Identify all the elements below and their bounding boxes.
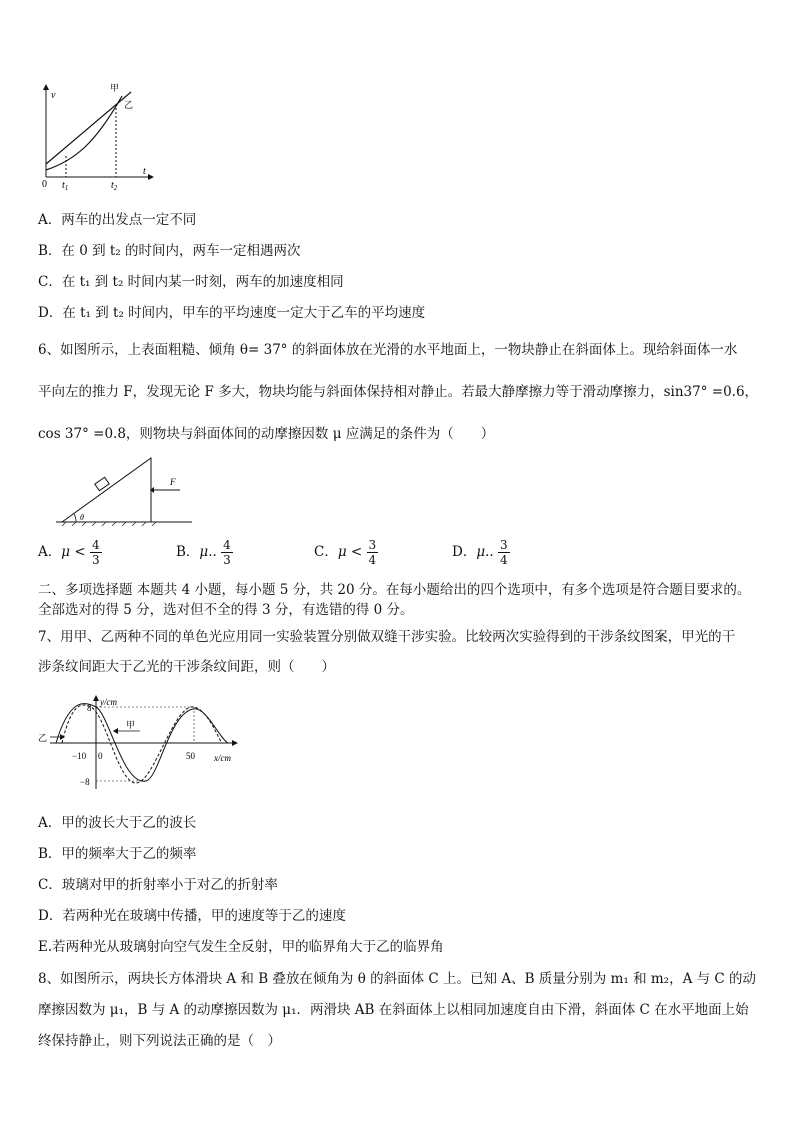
wave-yi xyxy=(62,705,222,783)
x50-label: 50 xyxy=(186,751,195,761)
q5-option-d: D．在 t₁ 到 t₂ 时间内，甲车的平均速度一定大于乙车的平均速度 xyxy=(38,305,426,321)
incline-wedge xyxy=(62,458,151,522)
ym8-label: −8 xyxy=(80,777,90,787)
q7-option-a: A．甲的波长大于乙的波长 xyxy=(38,815,197,831)
q8-stem-line3: 终保持静止，则下列说法正确的是（ ） xyxy=(38,1033,281,1049)
q6-d-rel: μ.. xyxy=(476,544,494,560)
q5-option-c: C．在 t₁ 到 t₂ 时间内某一时刻，两车的加速度相同 xyxy=(38,274,344,290)
q6-a-frac xyxy=(90,538,102,567)
q6-c-label: C． xyxy=(314,544,338,560)
q7-stem-line1: 7、用甲、乙两种不同的单色光应用同一实验装置分别做双缝干涉实验。比较两次实验得到的干涉条纹图案，甲光的干 xyxy=(38,629,736,645)
xm10-label: −10 xyxy=(72,751,87,761)
q6-option-d xyxy=(452,538,510,567)
q6-a-rel: μ < xyxy=(61,544,86,560)
vt-graph-figure xyxy=(36,82,156,192)
q6-option-a xyxy=(38,538,102,567)
vt-t-arrow xyxy=(148,174,154,180)
jia-pointer-head xyxy=(113,728,118,734)
jia-label: 甲 xyxy=(110,83,120,93)
q7-option-e: E.若两种光从玻璃射向空气发生全反射，甲的临界角大于乙的临界角 xyxy=(38,939,444,955)
theta-label: θ xyxy=(80,513,84,522)
q6-a-num: 4 xyxy=(91,538,100,552)
t1-label: $t_1$ xyxy=(62,180,69,192)
q6-b-frac xyxy=(221,538,233,567)
q6-stem-line3: cos 37° =0.8，则物块与斜面体间的动摩擦因数 μ 应满足的条件为（ ） xyxy=(38,426,495,442)
vt-v-arrow xyxy=(43,84,49,90)
origin0-label: 0 xyxy=(98,751,103,761)
q6-stem-line1: 6、如图所示，上表面粗糙、倾角 θ= 37° 的斜面体放在光滑的水平地面上，一物块静止在斜面体上。现给斜面体一水 xyxy=(38,342,738,358)
wave-x-arrow xyxy=(232,740,238,746)
q6-c-frac xyxy=(367,538,379,567)
yi-pointer-head xyxy=(60,734,65,740)
q6-a-label: A． xyxy=(38,544,62,560)
yi-label: 乙 xyxy=(124,100,134,110)
curve-jia xyxy=(46,96,122,170)
wave-y-arrow xyxy=(93,695,99,701)
q6-option-b xyxy=(176,538,233,567)
wave-figure xyxy=(36,693,246,791)
force-label: F xyxy=(170,477,176,487)
ylabel: y/cm xyxy=(100,697,117,707)
ground-hatch xyxy=(62,522,156,526)
q7-stem-line2: 涉条纹间距大于乙光的干涉条纹间距，则（ ） xyxy=(38,659,335,675)
q7-option-b: B．甲的频率大于乙的频率 xyxy=(38,846,197,862)
yi-wave-label: 乙 xyxy=(38,733,48,743)
q8-stem-line1: 8、如图所示，两块长方体滑块 A 和 B 叠放在倾角为 θ 的斜面体 C 上。已知 A、B 质量分别为 m₁ 和 m₂，A 与 C 的动 xyxy=(38,971,757,987)
q6-d-label: D． xyxy=(452,544,477,560)
q6-b-num: 4 xyxy=(223,538,231,552)
section2-line2: 全部选对的得 5 分，选对但不全的得 3 分，有选错的得 0 分。 xyxy=(38,602,414,618)
incline-figure xyxy=(54,454,194,526)
section2-line1: 二、多项选择题 本题共 4 小题，每小题 5 分，共 20 分。在每小题给出的四个选项中，有多个选项是符合题目要求的。 xyxy=(38,582,751,598)
jia-wave-label: 甲 xyxy=(126,720,136,730)
v-label: v xyxy=(51,90,56,101)
q6-d-frac xyxy=(498,538,510,567)
curve-yi xyxy=(46,92,134,164)
q7-option-c: C．玻璃对甲的折射率小于对乙的折射率 xyxy=(38,877,278,893)
q6-option-c xyxy=(314,538,378,567)
q6-b-label: B． xyxy=(176,544,200,560)
q6-d-den: 4 xyxy=(499,553,508,567)
q5-option-b: B．在 0 到 t₂ 的时间内，两车一定相遇两次 xyxy=(38,243,301,259)
q6-b-den: 3 xyxy=(223,553,231,567)
q5-option-a: A．两车的出发点一定不同 xyxy=(38,212,197,228)
y8-label: 8 xyxy=(87,703,92,713)
wave-jia xyxy=(56,704,228,782)
q6-c-num: 3 xyxy=(368,538,377,552)
xlabel: x/cm xyxy=(214,753,231,763)
block xyxy=(95,477,109,490)
q6-c-rel: μ < xyxy=(337,544,363,560)
q6-a-den: 3 xyxy=(91,553,100,567)
origin-label: 0 xyxy=(42,179,47,190)
q7-option-d: D．若两种光在玻璃中传播，甲的速度等于乙的速度 xyxy=(38,908,346,924)
q6-b-rel: μ.. xyxy=(199,544,217,560)
q6-d-num: 3 xyxy=(499,538,508,552)
q6-c-den: 4 xyxy=(368,553,377,567)
q6-stem-line2: 平向左的推力 F，发现无论 F 多大，物块均能与斜面体保持相对静止。若最大静摩擦力等于滑动摩擦力，sin37° =0.6， xyxy=(38,384,759,400)
q8-stem-line2: 摩擦因数为 μ₁，B 与 A 的动摩擦因数为 μ₁．两滑块 AB 在斜面体上以相同加速度自由下滑，斜面体 C 在水平地面上始 xyxy=(38,1002,749,1018)
t-label: t xyxy=(143,166,146,177)
t2-label: $t_2$ xyxy=(111,180,118,192)
